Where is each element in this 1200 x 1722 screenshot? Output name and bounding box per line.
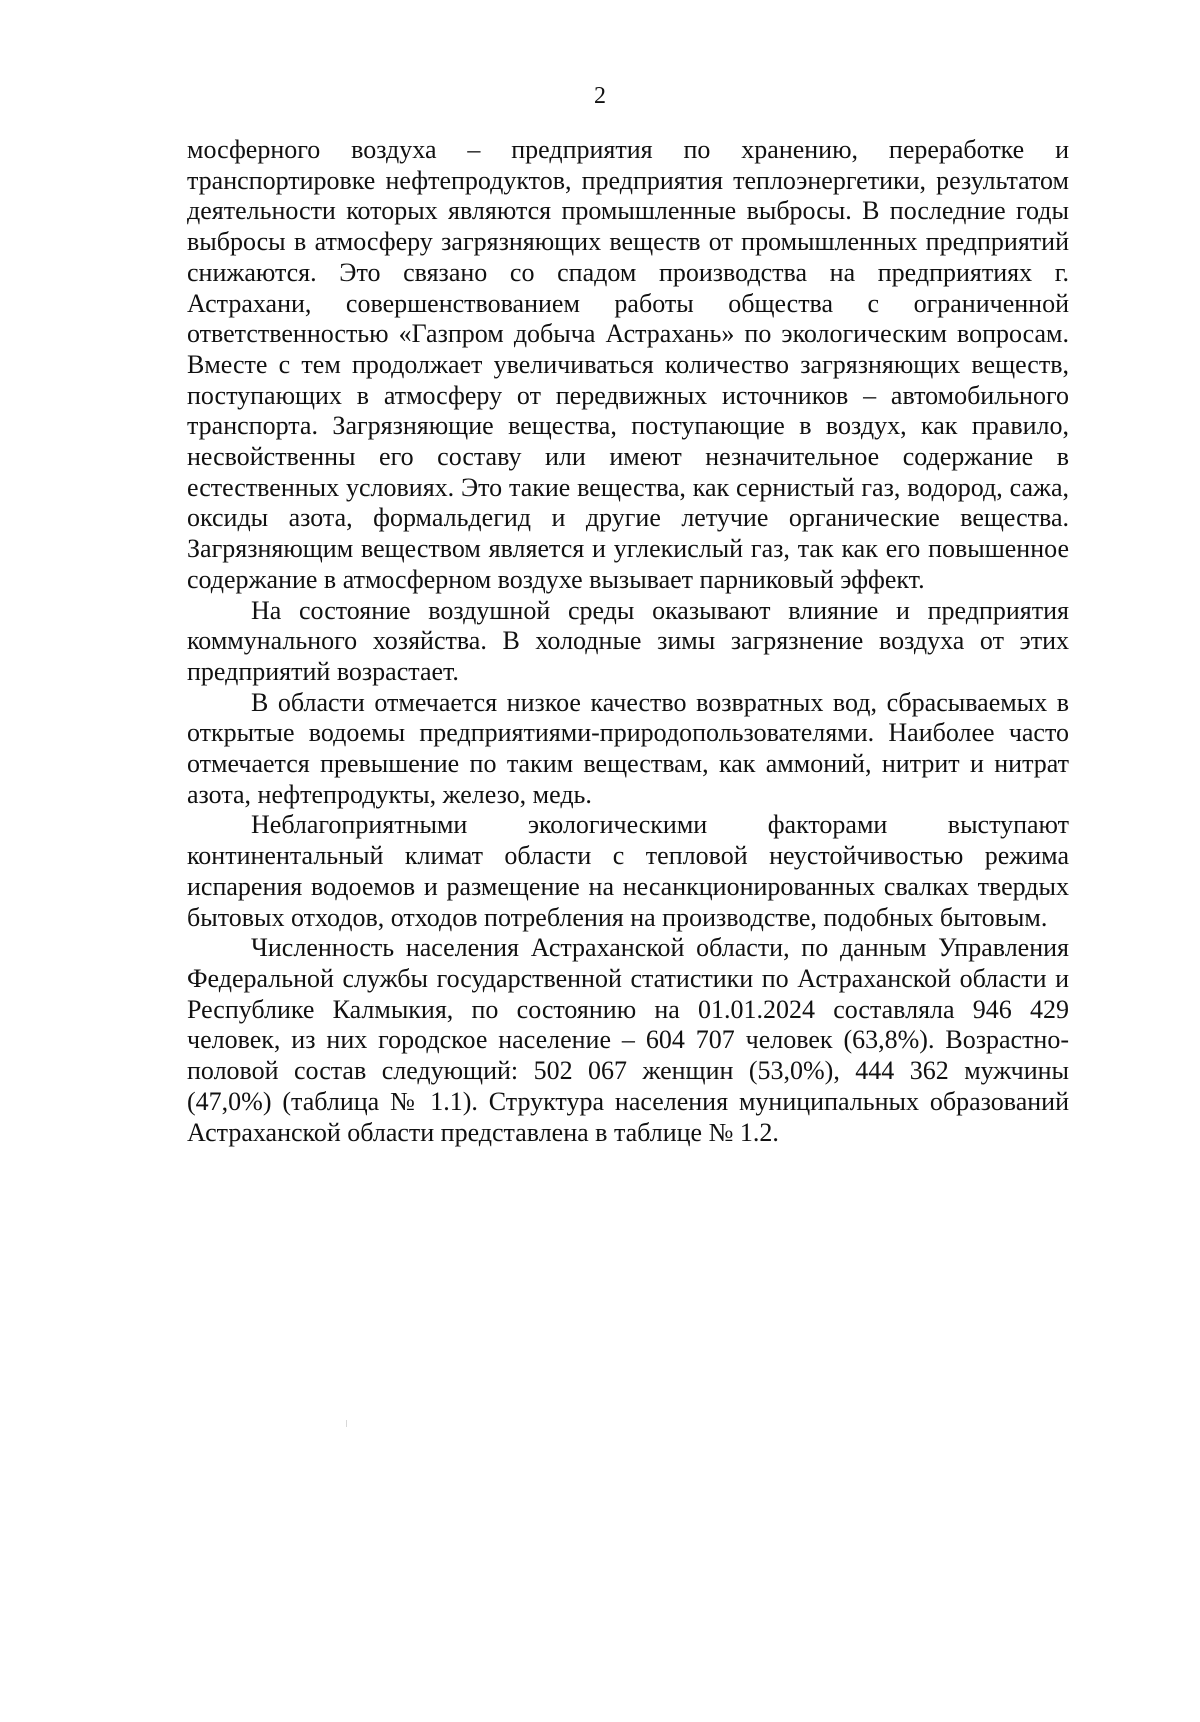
paragraph-unfavorable-factors: Неблагоприятными экологическими факторами выступают континентальный климат области с тепловой неустойчивостью режима испарения водоемов и размещение на несанкционированных свалках твердых бытовых отходов, отходов потребления на производстве, подобных бытовым. (187, 810, 1069, 932)
paragraph-return-water-quality: В области отмечается низкое качество возвратных вод, сбрасываемых в открытые водоемы предприятиями-природопользователями. Наиболее часто отмечается превышение по таким веществам, как аммоний, нитрит и нитрат азота, нефтепродукты, железо, медь. (187, 687, 1069, 809)
scan-mark (346, 1420, 347, 1427)
document-body (187, 135, 1069, 1148)
paragraph-utilities-influence: На состояние воздушной среды оказывают влияние и предприятия коммунального хозяйства. В холодные зимы загрязнение воздуха от этих предприятий возрастает. (187, 595, 1069, 686)
paragraph-air-pollution-continued: мосферного воздуха – предприятия по хранению, переработке и транспортировке нефтепродуктов, предприятия теплоэнергетики, результатом деятельности которых являются промышленные выбросы. В последние годы выбросы в атмосферу загрязняющих веществ от промышленных предприятий снижаются. Это связано со спадом производства на предприятиях г. Астрахани, совершенствованием работы общества с ограниченной ответственностью «Газпром добыча Астрахань» по экологическим вопросам. Вместе с тем продолжает увеличиваться количество загрязняющих веществ, поступающих в атмосферу от передвижных источников – автомобильного транспорта. Загрязняющие вещества, поступающие в воздух, как правило, несвойственны его составу или имеют незначительное содержание в естественных условиях. Это такие вещества, как сернистый газ, водород, сажа, оксиды азота, формальдегид и другие летучие органические вещества. Загрязняющим веществом является и углекислый газ, так как его повышенное содержание в атмосферном воздухе вызывает парниковый эффект. (187, 135, 1069, 594)
paragraph-population-statistics: Численность населения Астраханской области, по данным Управления Федеральной службы государственной статистики по Астраханской области и Республике Калмыкия, по состоянию на 01.01.2024 составляла 946 429 человек, из них городское население – 604 707 человек (63,8%). Возрастно-половой состав следующий: 502 067 женщин (53,0%), 444 362 мужчины (47,0%) (таблица № 1.1). Структура населения муниципальных образований Астраханской области представлена в таблице № 1.2. (187, 933, 1069, 1147)
page-number: 2 (594, 83, 606, 109)
